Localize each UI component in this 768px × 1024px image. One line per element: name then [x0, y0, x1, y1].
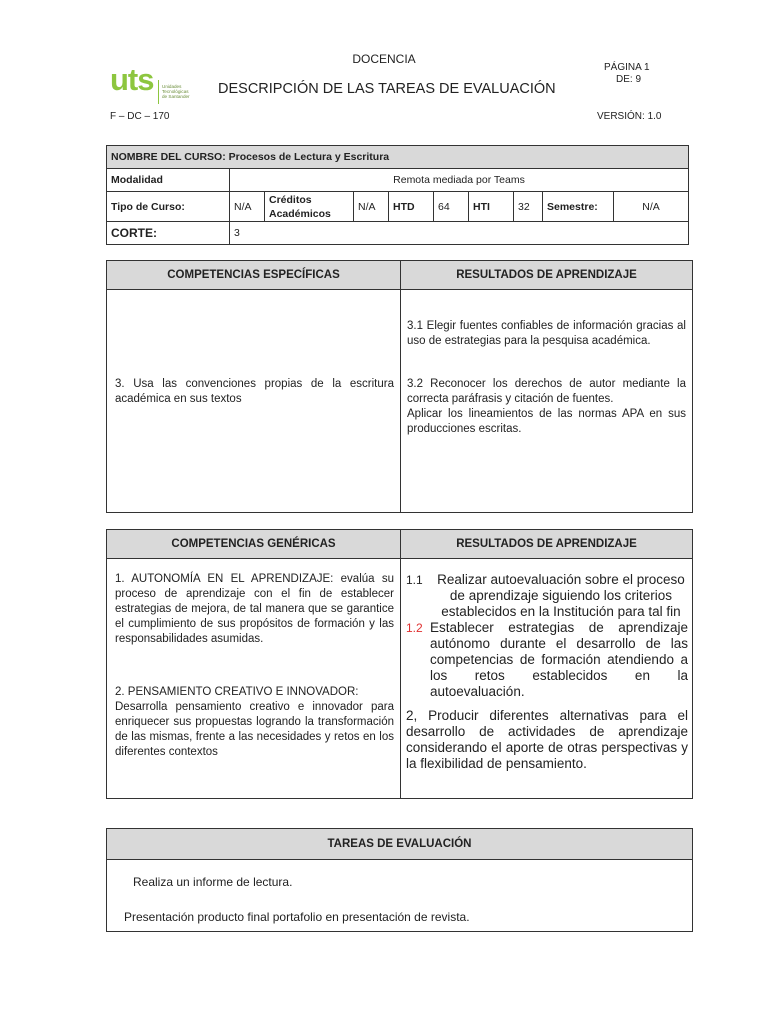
competencia-pensamiento-title: 2. PENSAMIENTO CREATIVO E INNOVADOR:	[115, 686, 359, 698]
competencia-autonomia: 1. AUTONOMÍA EN EL APRENDIZAJE: evalúa su proceso de aprendizaje con el fin de establecer estrategias de mejora, de tal manera que se garantice el cumplimiento de sus propósitos de formación y las responsabilidades asumidas.	[115, 573, 394, 645]
logo-sub-line: Unidades	[162, 84, 182, 89]
resultado-3-2: 3.2 Reconocer los derechos de autor mediante la correcta paráfrasis y citación de fuentes.	[407, 378, 686, 405]
semestre-value: N/A	[614, 192, 689, 222]
modalidad-row	[107, 169, 689, 192]
especificas-right	[401, 261, 692, 512]
resultado-3-1: 3.1 Elegir fuentes confiables de información gracias al uso de estrategias para la pesquisa académica.	[407, 320, 686, 347]
document-title: DESCRIPCIÓN DE LAS TAREAS DE EVALUACIÓN	[218, 81, 556, 97]
course-name-row	[107, 146, 689, 169]
logo-divider	[158, 80, 159, 104]
course-name-value: Procesos de Lectura y Escritura	[228, 151, 390, 163]
resultado-1-1-num: 1.1	[406, 573, 423, 587]
resultado-1-2-num: 1.2	[406, 621, 423, 635]
logo-sub-line: Tecnológicas	[162, 89, 189, 94]
resultados-header-2: RESULTADOS DE APRENDIZAJE	[401, 530, 692, 559]
uts-logo	[110, 62, 210, 108]
htd-label: HTD	[389, 192, 434, 222]
especificas-box	[106, 260, 693, 513]
course-name-cell	[107, 146, 689, 169]
resultado-2: 2, Producir diferentes alternativas para el desarrollo de actividades de aprendizaje considerando el aporte de otras perspectivas y la flexibilidad de pensamiento.	[406, 708, 688, 771]
tipo-value: N/A	[230, 192, 265, 222]
competencia-especifica: 3. Usa las convenciones propias de la escritura académica en sus textos	[115, 378, 394, 405]
especificas-header: COMPETENCIAS ESPECÍFICAS	[107, 261, 400, 290]
corte-row	[107, 222, 689, 245]
pagina-label: PÁGINA 1	[604, 62, 650, 73]
tarea-1: Realiza un informe de lectura.	[133, 875, 293, 889]
creditos-label: Créditos Académicos	[265, 192, 354, 222]
logo-sub-line: de Santander	[162, 94, 190, 99]
tareas-box	[106, 828, 693, 932]
corte-label: CORTE:	[107, 222, 230, 245]
resultado-apa: Aplicar los lineamientos de las normas APA en sus producciones escritas.	[407, 408, 686, 435]
genericas-left	[107, 530, 401, 798]
form-code: F – DC – 170	[110, 111, 170, 122]
page-number	[604, 62, 650, 86]
corte-value: 3	[230, 222, 689, 245]
page-total: DE: 9	[616, 74, 642, 85]
competencia-pensamiento-body: Desarrolla pensamiento creativo e innovador para enriquecer sus propuestas logrando la transformación de las mismas, frente a las necesidades y retos en los diferentes contextos	[115, 701, 394, 758]
tareas-header: TAREAS DE EVALUACIÓN	[107, 829, 692, 860]
tarea-2: Presentación producto final portafolio en presentación de revista.	[124, 910, 470, 924]
creditos-value: N/A	[354, 192, 389, 222]
semestre-label: Semestre:	[543, 192, 614, 222]
hti-label: HTI	[469, 192, 514, 222]
tipo-row	[107, 192, 689, 222]
genericas-right	[401, 530, 692, 798]
genericas-box	[106, 529, 693, 799]
htd-value: 64	[434, 192, 469, 222]
modalidad-value: Remota mediada por Teams	[230, 169, 689, 192]
resultado-1-1-text: Realizar autoevaluación sobre el proceso de aprendizaje siguiendo los criterios establecidos en la Institución para tal fin	[437, 572, 685, 619]
version-label: VERSIÓN: 1.0	[597, 111, 662, 122]
resultado-1-2-text: Establecer estrategias de aprendizaje autónomo durante el desarrollo de las competencias de formación atendiendo a los retos establecidos en la autoevaluación.	[430, 620, 688, 699]
logo-subtitle	[162, 84, 190, 99]
course-info-table	[106, 145, 689, 245]
resultado-1-1	[406, 572, 688, 620]
logo-word: uts	[110, 62, 154, 97]
hti-value: 32	[514, 192, 543, 222]
tipo-label: Tipo de Curso:	[107, 192, 230, 222]
genericas-header: COMPETENCIAS GENÉRICAS	[107, 530, 400, 559]
especificas-left	[107, 261, 401, 512]
modalidad-label: Modalidad	[107, 169, 230, 192]
course-name-label: NOMBRE DEL CURSO:	[111, 151, 226, 163]
resultado-1-2	[406, 620, 688, 700]
docencia-label: DOCENCIA	[352, 52, 416, 66]
resultados-header-1: RESULTADOS DE APRENDIZAJE	[401, 261, 692, 290]
